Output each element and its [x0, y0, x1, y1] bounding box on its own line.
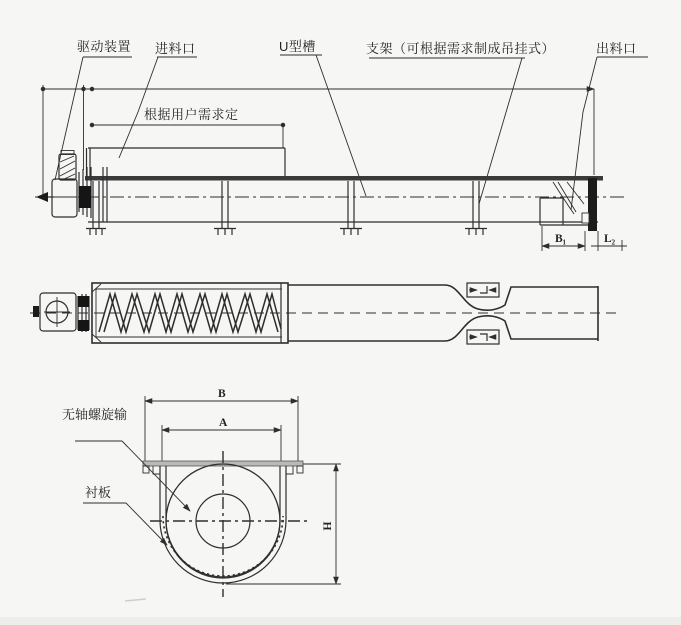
discharge-end: [540, 178, 627, 251]
motor: [59, 154, 76, 180]
joint-mark-top-icon: [467, 283, 499, 297]
u-trough-leader-line: [316, 55, 366, 196]
dim-dot: [90, 123, 94, 127]
feed-inlet-box: [87, 148, 286, 176]
drive-flange-stack: [79, 167, 91, 218]
cross-section-view: [0, 388, 681, 625]
bracket-leader-line: [479, 58, 522, 204]
dim-dot: [90, 87, 94, 91]
shaft-end-nub: [33, 306, 39, 317]
inlet-length-dimension: [90, 123, 285, 148]
a-dimension: [162, 425, 281, 462]
trough-top-flange: [85, 176, 603, 181]
h-dim-label: H: [322, 521, 334, 531]
liner-leader: [83, 503, 167, 545]
joint-markers: [467, 283, 499, 344]
b1-dim-label: B₁: [555, 233, 567, 245]
u-trough-label: U型槽: [279, 39, 316, 54]
liner-label: 衬板: [85, 485, 112, 500]
outlet-box: [540, 198, 589, 225]
scan-smudge: [125, 599, 146, 601]
l2-dim-label: L₂: [604, 233, 616, 245]
dim-dot: [41, 87, 45, 91]
scan-edge-band: [0, 617, 681, 625]
input-shaft-arrow-icon: [36, 192, 48, 202]
b-dim-label: B: [218, 388, 226, 400]
custom-length-label: 根据用户需求定: [144, 107, 239, 122]
motor-hatching: [60, 156, 75, 180]
plan-view: [30, 283, 622, 344]
drive-label: 驱动装置: [77, 39, 132, 54]
leader-lines: [55, 55, 648, 210]
trough-end-plate-left: [103, 167, 107, 222]
leg-3: [340, 181, 362, 235]
drive-unit: [36, 151, 107, 223]
shaftless-screw-label: 无轴螺旋输: [62, 407, 128, 422]
plan-drive-unit: [33, 293, 89, 332]
screw-leader: [75, 441, 190, 511]
a-dim-label: A: [219, 417, 228, 429]
b-dimension: [145, 396, 298, 462]
dim-dot: [82, 87, 86, 91]
elevation-view: [35, 39, 648, 251]
gearbox: [52, 179, 77, 217]
joint-mark-bottom-icon: [467, 330, 499, 344]
bracket-label: 支架（可根据需求制成吊挂式）: [366, 41, 556, 56]
outlet-label: 出料口: [596, 41, 637, 56]
support-legs: [86, 181, 487, 235]
inlet-label: 进料口: [155, 41, 196, 56]
leg-2: [214, 181, 236, 235]
